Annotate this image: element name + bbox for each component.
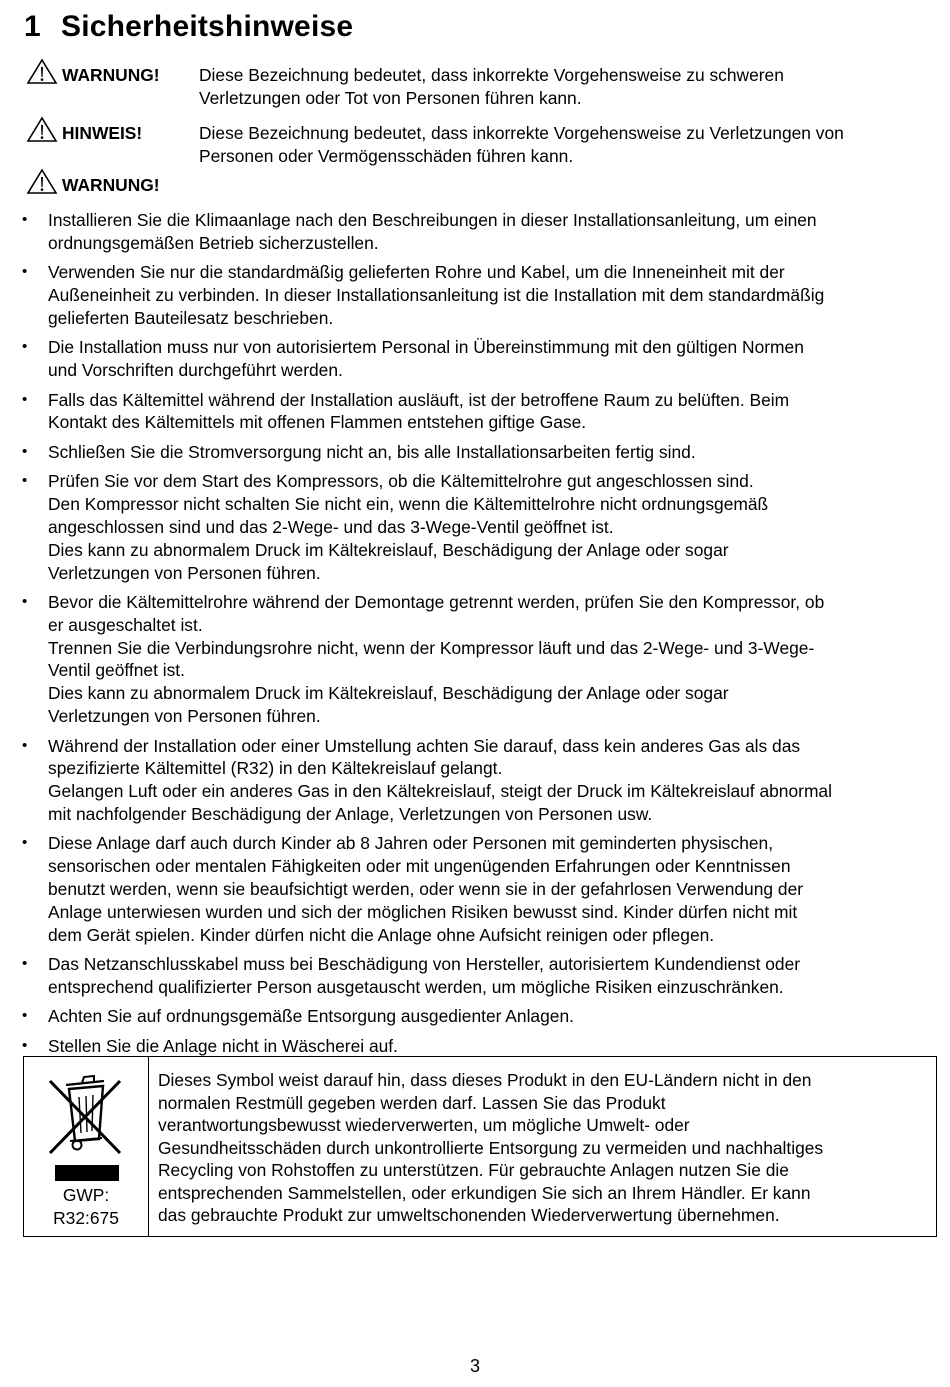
legend-notice-text: HINWEIS!	[62, 123, 143, 143]
disposal-text-line: das gebrauchte Produkt zur umweltschonenden Wiederverwertung übernehmen.	[158, 1205, 780, 1225]
crossed-out-wheelie-bin-icon	[44, 1067, 128, 1182]
bullet-text-line: Dies kann zu abnormalem Druck im Kältekreislauf, Beschädigung der Anlage oder sogar	[48, 539, 729, 560]
legend-notice-description	[199, 122, 939, 168]
disposal-text	[158, 1069, 930, 1227]
safety-bullet-item	[0, 1035, 935, 1058]
safety-bullet-item	[0, 1005, 935, 1028]
warning-heading-text: WARNUNG!	[62, 175, 160, 195]
bullet-text-line: • Stellen Sie die Anlage nicht in Wäscherei auf.	[48, 1035, 398, 1056]
disposal-text-line: Dieses Symbol weist darauf hin, dass dieses Produkt in den EU-Ländern nicht in den	[158, 1070, 812, 1090]
section-number: 1	[24, 10, 41, 43]
warning-triangle-icon	[26, 58, 58, 85]
safety-bullet-item	[0, 735, 935, 826]
legend-notice-label	[26, 122, 142, 145]
bullet-text-line: Anlage unterwiesen wurden und sich der möglichen Risiken bewusst sind. Kinder dürfen nicht mit	[48, 901, 798, 922]
gwp-label: GWP:	[62, 1185, 110, 1205]
disposal-text-line: normalen Restmüll gegeben werden darf. Lassen Sie das Produkt	[158, 1092, 666, 1113]
safety-bullet-item	[0, 336, 935, 382]
bullet-text-line: und Vorschriften durchgeführt werden.	[48, 360, 343, 381]
disposal-notice-box	[23, 1056, 937, 1237]
safety-bullet-item	[0, 832, 935, 946]
bullet-text-line: mit nachfolgender Beschädigung der Anlage, Verletzungen von Personen usw.	[48, 803, 653, 824]
gwp-info	[24, 1184, 148, 1229]
box-divider	[148, 1057, 149, 1236]
disposal-text-line: Recycling von Rohstoffen zu unterstützen. Für gebrauchte Anlagen nutzen Sie die	[158, 1160, 789, 1180]
legend-warning-text: WARNUNG!	[62, 65, 160, 85]
bullet-text-line: • Das Netzanschlusskabel muss bei Beschädigung von Hersteller, autorisiertem Kundendienst oder	[48, 954, 801, 975]
bullet-text-line: ordnungsgemäßen Betrieb sicherzustellen.	[48, 232, 379, 253]
safety-bullet-item	[0, 591, 935, 728]
bullet-text-line: • Die Installation muss nur von autorisiertem Personal in Übereinstimmung mit den gültigen Normen	[48, 337, 804, 358]
bullet-text-line: Verletzungen von Personen führen.	[48, 562, 321, 583]
bullet-text-line: entsprechend qualifizierter Person ausgetauscht werden, um mögliche Risiken einzuschränken.	[48, 976, 784, 997]
disposal-text-line: Gesundheitsschäden durch unkontrollierte Entsorgung zu vermeiden und nachhaltiges	[158, 1137, 824, 1158]
bullet-text-line: Den Kompressor nicht schalten Sie nicht ein, wenn die Kältemittelrohre nicht ordnungsgemäß	[48, 494, 769, 515]
safety-bullet-item	[0, 209, 935, 255]
safety-bullet-item	[0, 261, 935, 329]
section-heading	[24, 10, 353, 44]
page-number: 3	[469, 1356, 480, 1376]
description-line: Verletzungen oder Tot von Personen führen kann.	[199, 88, 582, 108]
bullet-text-line: gelieferten Bauteilesatz beschrieben.	[48, 307, 334, 328]
bullet-text-line: er ausgeschaltet ist.	[48, 614, 203, 635]
warning-triangle-icon	[26, 116, 58, 143]
bullet-text-line: • Verwenden Sie nur die standardmäßig gelieferten Rohre und Kabel, um die Inneneinheit mit der	[48, 262, 785, 283]
bullet-text-line: spezifizierte Kältemittel (R32) in den Kältekreislauf gelangt.	[48, 758, 503, 779]
bullet-text-line: • Installieren Sie die Klimaanlage nach den Beschreibungen in dieser Installationsanleitung, um einen	[48, 210, 817, 230]
bullet-text-line: Ventil geöffnet ist.	[48, 660, 185, 681]
legend-warning-description	[199, 64, 939, 110]
safety-bullet-item	[0, 470, 935, 584]
bullet-text-line: Trennen Sie die Verbindungsrohre nicht, wenn der Kompressor läuft und das 2-Wege- und 3-Wege-	[48, 637, 815, 658]
bullet-text-line: Dies kann zu abnormalem Druck im Kältekreislauf, Beschädigung der Anlage oder sogar	[48, 683, 729, 704]
disposal-text-line: verantwortungsbewusst wiederverwerten, um mögliche Umwelt- oder	[158, 1115, 690, 1135]
bullet-text-line: • Schließen Sie die Stromversorgung nicht an, bis alle Installationsarbeiten fertig sind.	[48, 441, 696, 462]
bullet-text-line: • Prüfen Sie vor dem Start des Kompressors, ob die Kältemittelrohre gut angeschlossen sind.	[48, 471, 754, 492]
warning-heading	[26, 174, 160, 197]
bullet-text-line: Kontakt des Kältemittels mit offenen Flammen entstehen giftige Gase.	[48, 412, 587, 433]
bullet-text-line: dem Gerät spielen. Kinder dürfen nicht die Anlage ohne Aufsicht reinigen oder pflegen.	[48, 924, 715, 945]
description-line: Diese Bezeichnung bedeutet, dass inkorrekte Vorgehensweise zu schweren	[199, 65, 784, 85]
bullet-text-line: • Bevor die Kältemittelrohre während der Demontage getrennt werden, prüfen Sie den Kompressor, ob	[48, 592, 825, 613]
bullet-text-line: sensorischen oder mentalen Fähigkeiten oder mit ungenügenden Erfahrungen oder Kenntnissen	[48, 856, 791, 877]
bullet-text-line: Außeneinheit zu verbinden. In dieser Installationsanleitung ist die Installation mit dem standardmäßig	[48, 285, 825, 306]
bullet-text-line: • Falls das Kältemittel während der Installation ausläuft, ist der betroffene Raum zu belüften. Beim	[48, 389, 790, 410]
description-line: Diese Bezeichnung bedeutet, dass inkorrekte Vorgehensweise zu Verletzungen von	[199, 123, 844, 143]
warning-triangle-icon	[26, 168, 58, 195]
bullet-text-line: • Diese Anlage darf auch durch Kinder ab 8 Jahren oder Personen mit geminderten physischen,	[48, 833, 774, 854]
bullet-text-line: benutzt werden, wenn sie beaufsichtigt werden, oder wenn sie in der gefahrlosen Verwendung der	[48, 879, 804, 900]
safety-bullet-list	[0, 209, 935, 1064]
legend-warning-label	[26, 64, 160, 87]
bullet-text-line: • Während der Installation oder einer Umstellung achten Sie darauf, dass kein anderes Gas als das	[48, 735, 801, 756]
description-line: Personen oder Vermögensschäden führen kann.	[199, 146, 574, 166]
gwp-value: R32:675	[53, 1207, 119, 1228]
safety-bullet-item	[0, 389, 935, 435]
bullet-text-line: angeschlossen sind und das 2-Wege- und das 3-Wege-Ventil geöffnet ist.	[48, 517, 614, 537]
safety-bullet-item	[0, 441, 935, 464]
safety-bullet-item	[0, 953, 935, 999]
bullet-text-line: Verletzungen von Personen führen.	[48, 706, 321, 727]
section-title: Sicherheitshinweise	[61, 10, 354, 43]
bullet-text-line: Gelangen Luft oder ein anderes Gas in den Kältekreislauf, steigt der Druck im Kältekreislauf abnormal	[48, 781, 832, 802]
bullet-text-line: • Achten Sie auf ordnungsgemäße Entsorgung ausgedienter Anlagen.	[48, 1006, 574, 1027]
disposal-text-line: entsprechenden Sammelstellen, oder erkundigen Sie sich an Ihrem Händler. Er kann	[158, 1182, 811, 1203]
